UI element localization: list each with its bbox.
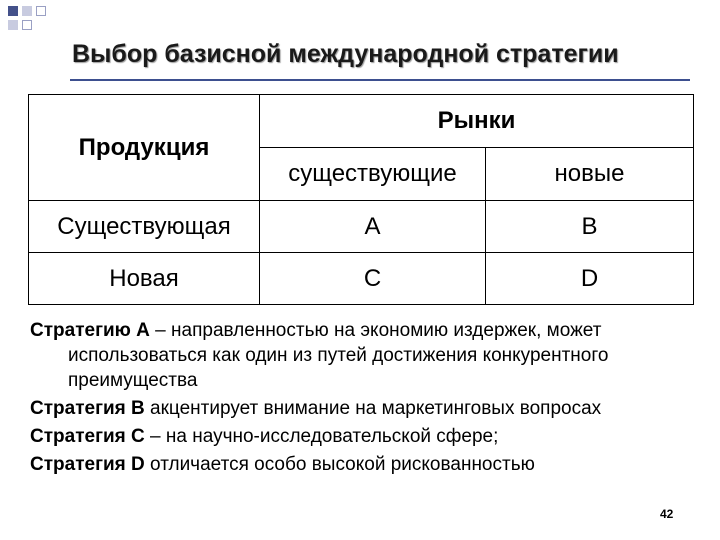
table-header-row xyxy=(29,95,694,148)
square-icon xyxy=(8,6,18,16)
strategy-term: Стратегия D xyxy=(30,454,145,475)
strategy-matrix-table xyxy=(28,94,694,305)
row-label-cell: Существующая xyxy=(29,201,260,253)
page-number: 42 xyxy=(660,507,674,521)
square-icon xyxy=(8,20,18,30)
table-row xyxy=(29,253,694,305)
square-icon xyxy=(22,20,32,30)
strategy-term: Стратегия В xyxy=(30,398,145,419)
new-markets-cell: новые xyxy=(486,148,694,201)
slide-title: Выбор базисной международной стратегии xyxy=(72,40,619,68)
strategy-notes-list xyxy=(30,318,700,480)
markets-header-cell: Рынки xyxy=(260,95,694,148)
strategy-term: Стратегию А xyxy=(30,320,150,341)
strategy-description: – направленностью на экономию издержек, может использоваться как один из путей достижения конкурентного преимущества xyxy=(68,320,609,391)
table-cell: B xyxy=(486,201,694,253)
corner-squares-decoration xyxy=(0,0,60,40)
strategy-description: – на научно-исследовательской сфере; xyxy=(144,426,499,447)
strategy-description: акцентирует внимание на маркетинговых вопросах xyxy=(144,398,602,419)
square-icon xyxy=(22,6,32,16)
table-cell: C xyxy=(260,253,486,305)
table-cell: A xyxy=(260,201,486,253)
square-icon xyxy=(36,6,46,16)
table-row xyxy=(29,201,694,253)
title-underline xyxy=(70,79,690,81)
list-item xyxy=(30,318,700,393)
list-item xyxy=(30,452,700,477)
strategy-term: Стратегия С xyxy=(30,426,145,447)
table-cell: D xyxy=(486,253,694,305)
product-header-cell: Продукция xyxy=(29,95,260,201)
existing-markets-cell: существующие xyxy=(260,148,486,201)
strategy-description: отличается особо высокой рискованностью xyxy=(144,454,535,475)
list-item xyxy=(30,424,700,449)
list-item xyxy=(30,396,700,421)
row-label-cell: Новая xyxy=(29,253,260,305)
